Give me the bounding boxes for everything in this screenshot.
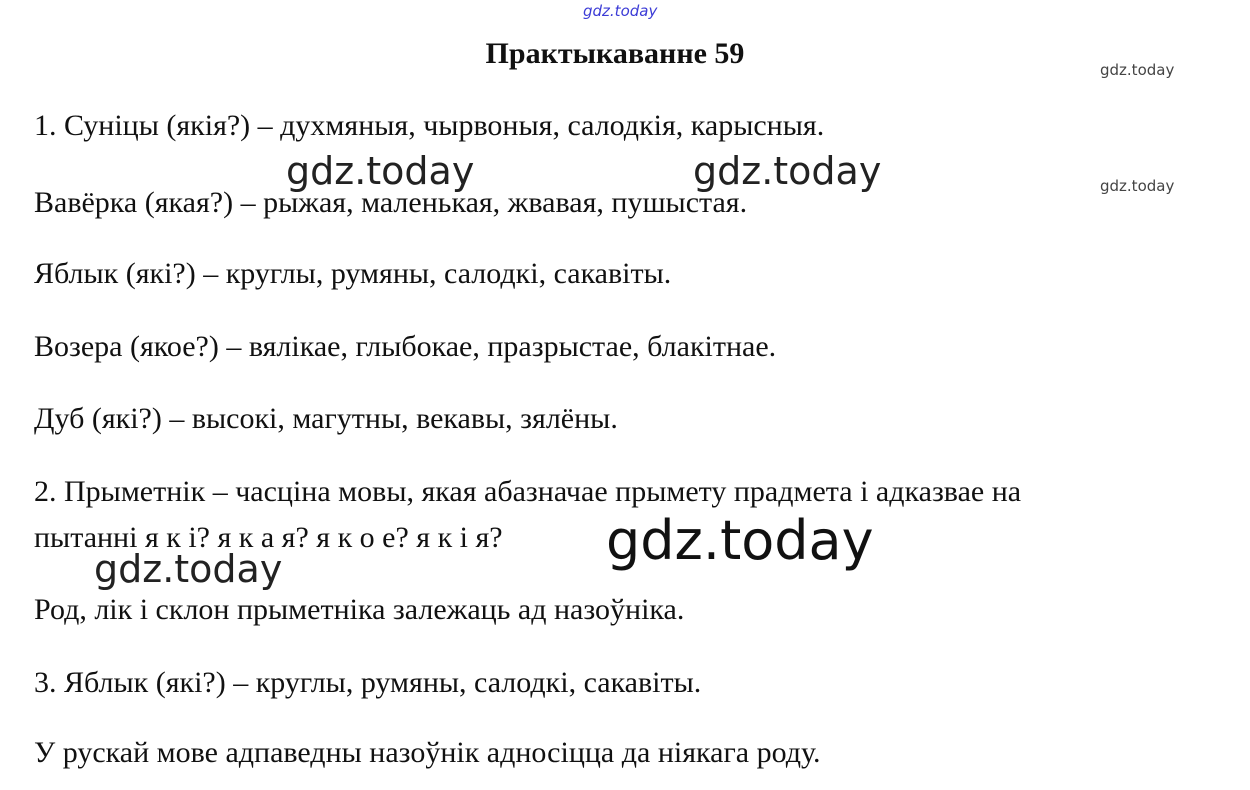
text-line-2: Вавёрка (якая?) – рыжая, маленькая, жвавая, пушыстая. [34, 186, 748, 219]
page-title: Практыкаванне 59 [485, 37, 745, 70]
text-line-6: 2. Прыметнік – часціна мовы, якая абазначае прымету прадмета і адказвае на [34, 475, 1022, 508]
text-line-9: 3. Яблык (які?) – круглы, румяны, салодкі, сакавіты. [34, 666, 702, 699]
text-line-1: 1. Суніцы (якія?) – духмяныя, чырвоныя, салодкія, карысныя. [34, 109, 825, 142]
text-line-7: пытанні я к і? я к а я? я к о е? я к і я? [34, 521, 503, 554]
watermark-lower-left: gdz.today [94, 547, 283, 591]
text-line-8: Род, лік і склон прыметніка залежаць ад назоўніка. [34, 593, 685, 626]
text-line-10: У рускай мове адпаведны назоўнік адносіцца да ніякага роду. [34, 736, 821, 769]
text-line-4: Возера (якое?) – вялікае, глыбокае, празрыстае, блакітнае. [34, 330, 777, 363]
watermark-mid-left: gdz.today [286, 149, 475, 193]
watermark-right-1: gdz.today [1100, 61, 1175, 79]
text-line-3: Яблык (які?) – круглы, румяны, салодкі, сакавіты. [34, 257, 672, 290]
watermark-big: gdz.today [606, 509, 874, 572]
watermark-right-2: gdz.today [1100, 177, 1175, 195]
watermark-mid-right: gdz.today [693, 149, 882, 193]
text-line-5: Дуб (які?) – высокі, магутны, векавы, зялёны. [34, 402, 618, 435]
watermark-top: gdz.today [583, 2, 658, 20]
